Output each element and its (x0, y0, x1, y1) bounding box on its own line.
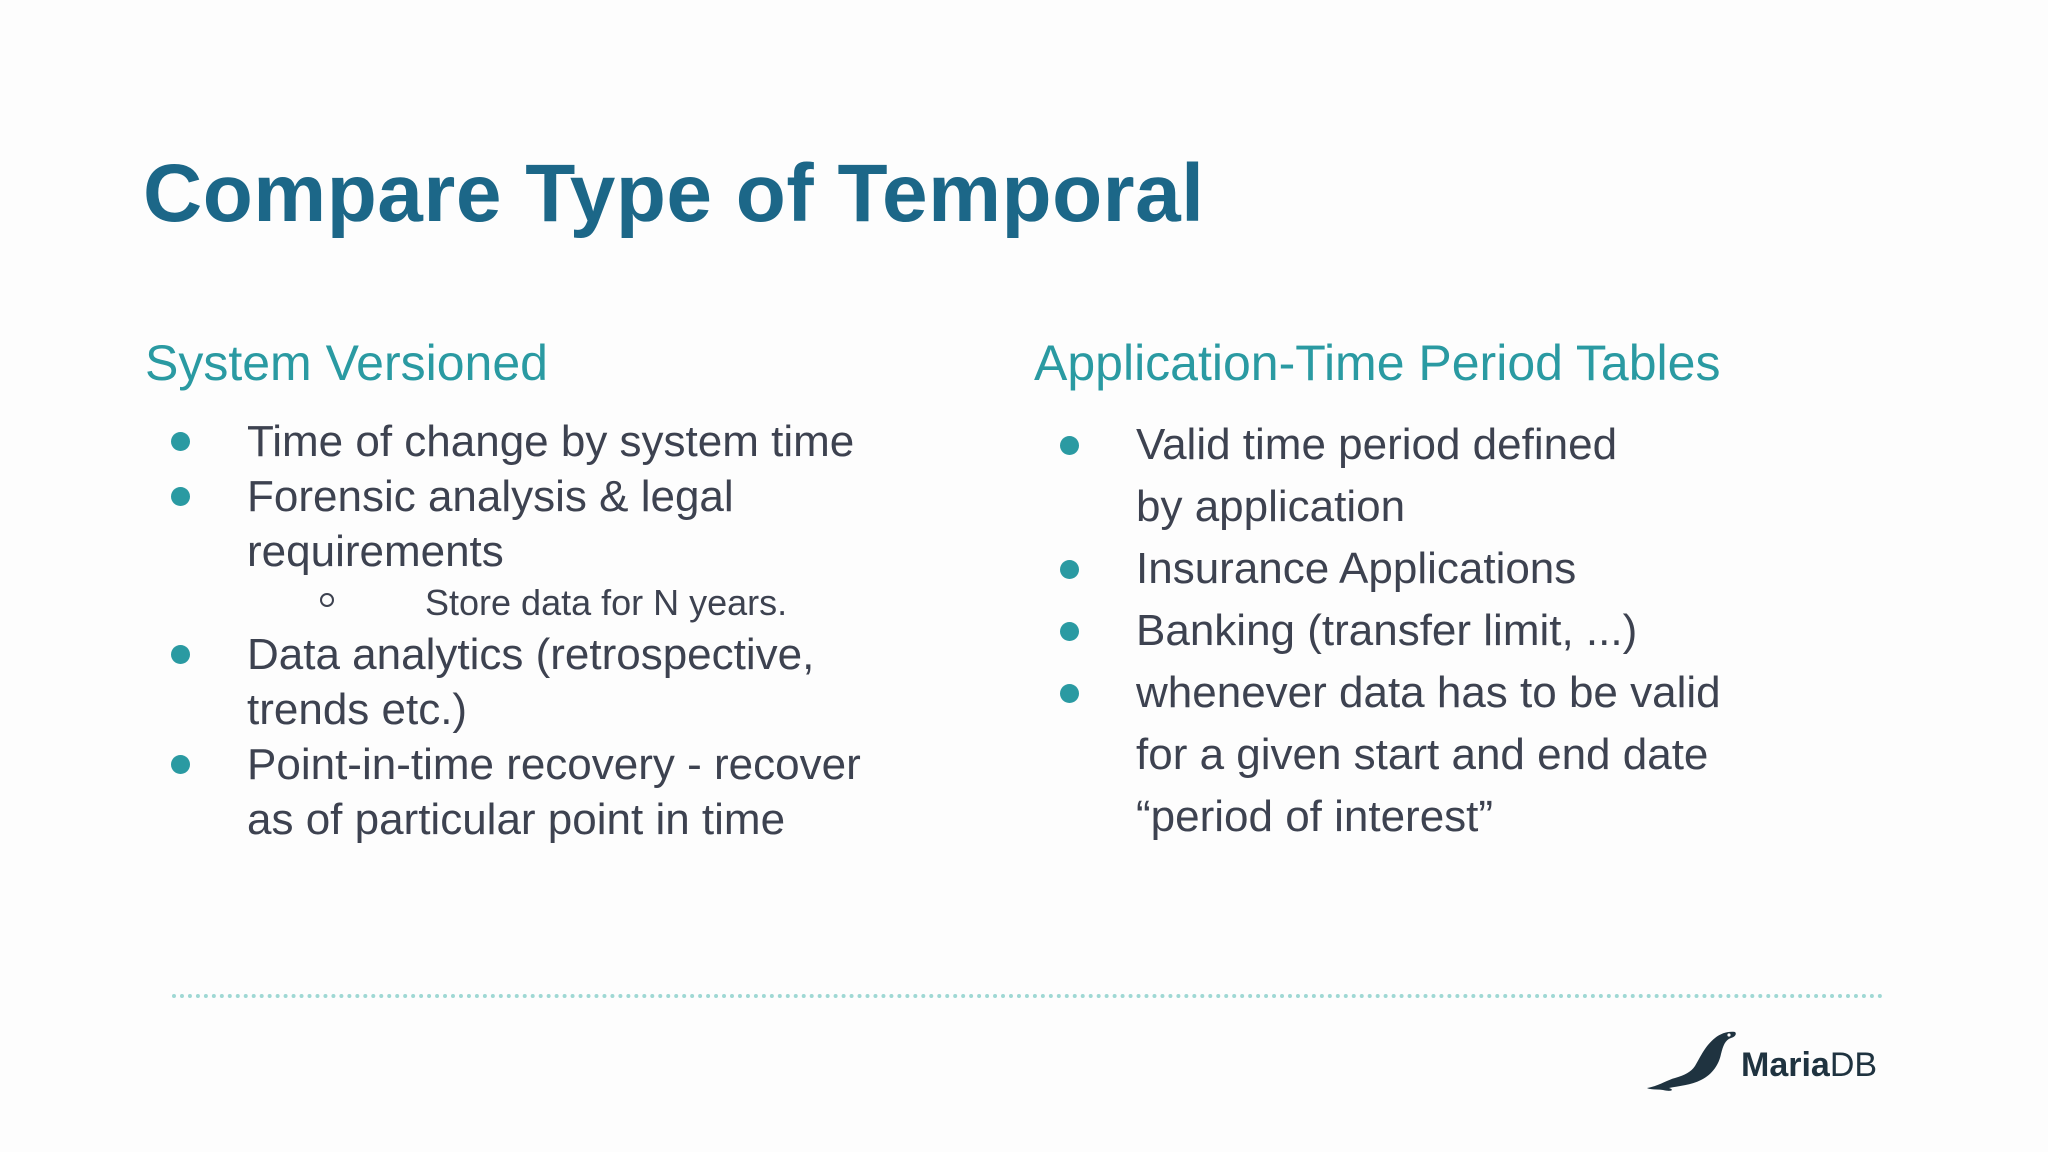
left-bullet-list (145, 414, 965, 847)
seal-icon (1645, 1026, 1739, 1092)
bullet-text: Valid time period defined (1136, 420, 1618, 469)
bullet-text: Time of change by system time (247, 417, 855, 466)
bullet-icon (1060, 560, 1079, 579)
bullet-icon (171, 755, 190, 774)
left-column (145, 330, 965, 847)
bullet-icon (1060, 684, 1079, 703)
list-item (1034, 414, 1854, 538)
list-item (145, 627, 965, 737)
bullet-text: “period of interest” (1136, 792, 1494, 841)
bullet-text: requirements (247, 527, 504, 576)
hollow-bullet-icon (320, 593, 334, 607)
right-bullet-list (1034, 414, 1854, 848)
bullet-icon (1060, 622, 1079, 641)
logo-wordmark-db: DB (1829, 1045, 1878, 1084)
right-column-heading: Application-Time Period Tables (1034, 335, 1721, 391)
bullet-text: Point-in-time recovery - recover (247, 740, 861, 789)
sub-list (145, 579, 965, 627)
bullet-text: as of particular point in time (247, 795, 786, 844)
left-column-heading: System Versioned (145, 335, 548, 391)
bullet-icon (171, 645, 190, 664)
mariadb-logo (1645, 1024, 1877, 1094)
bullet-icon (171, 432, 190, 451)
footer-divider (172, 994, 1884, 998)
list-item (145, 414, 965, 469)
bullet-text: by application (1136, 482, 1406, 531)
bullet-text: Data analytics (retrospective, (247, 630, 815, 679)
list-item (145, 737, 965, 847)
bullet-icon (1060, 436, 1079, 455)
bullet-text: Insurance Applications (1136, 544, 1577, 593)
list-item (1034, 538, 1854, 600)
bullet-text: whenever data has to be valid (1136, 668, 1721, 717)
bullet-text: Banking (transfer limit, ...) (1136, 606, 1638, 655)
bullet-text: for a given start and end date (1136, 730, 1709, 779)
sub-list-item (320, 579, 965, 627)
bullet-text: Forensic analysis & legal (247, 472, 734, 521)
list-item (1034, 600, 1854, 662)
list-item (1034, 662, 1854, 848)
logo-wordmark (1741, 1046, 1877, 1085)
logo-wordmark-maria: Maria (1741, 1045, 1830, 1084)
list-item (145, 469, 965, 627)
bullet-icon (171, 487, 190, 506)
sub-bullet-text: Store data for N years. (425, 582, 788, 623)
slide-title: Compare Type of Temporal (143, 148, 1205, 239)
bullet-text: trends etc.) (247, 685, 468, 734)
right-column (1034, 330, 1854, 848)
